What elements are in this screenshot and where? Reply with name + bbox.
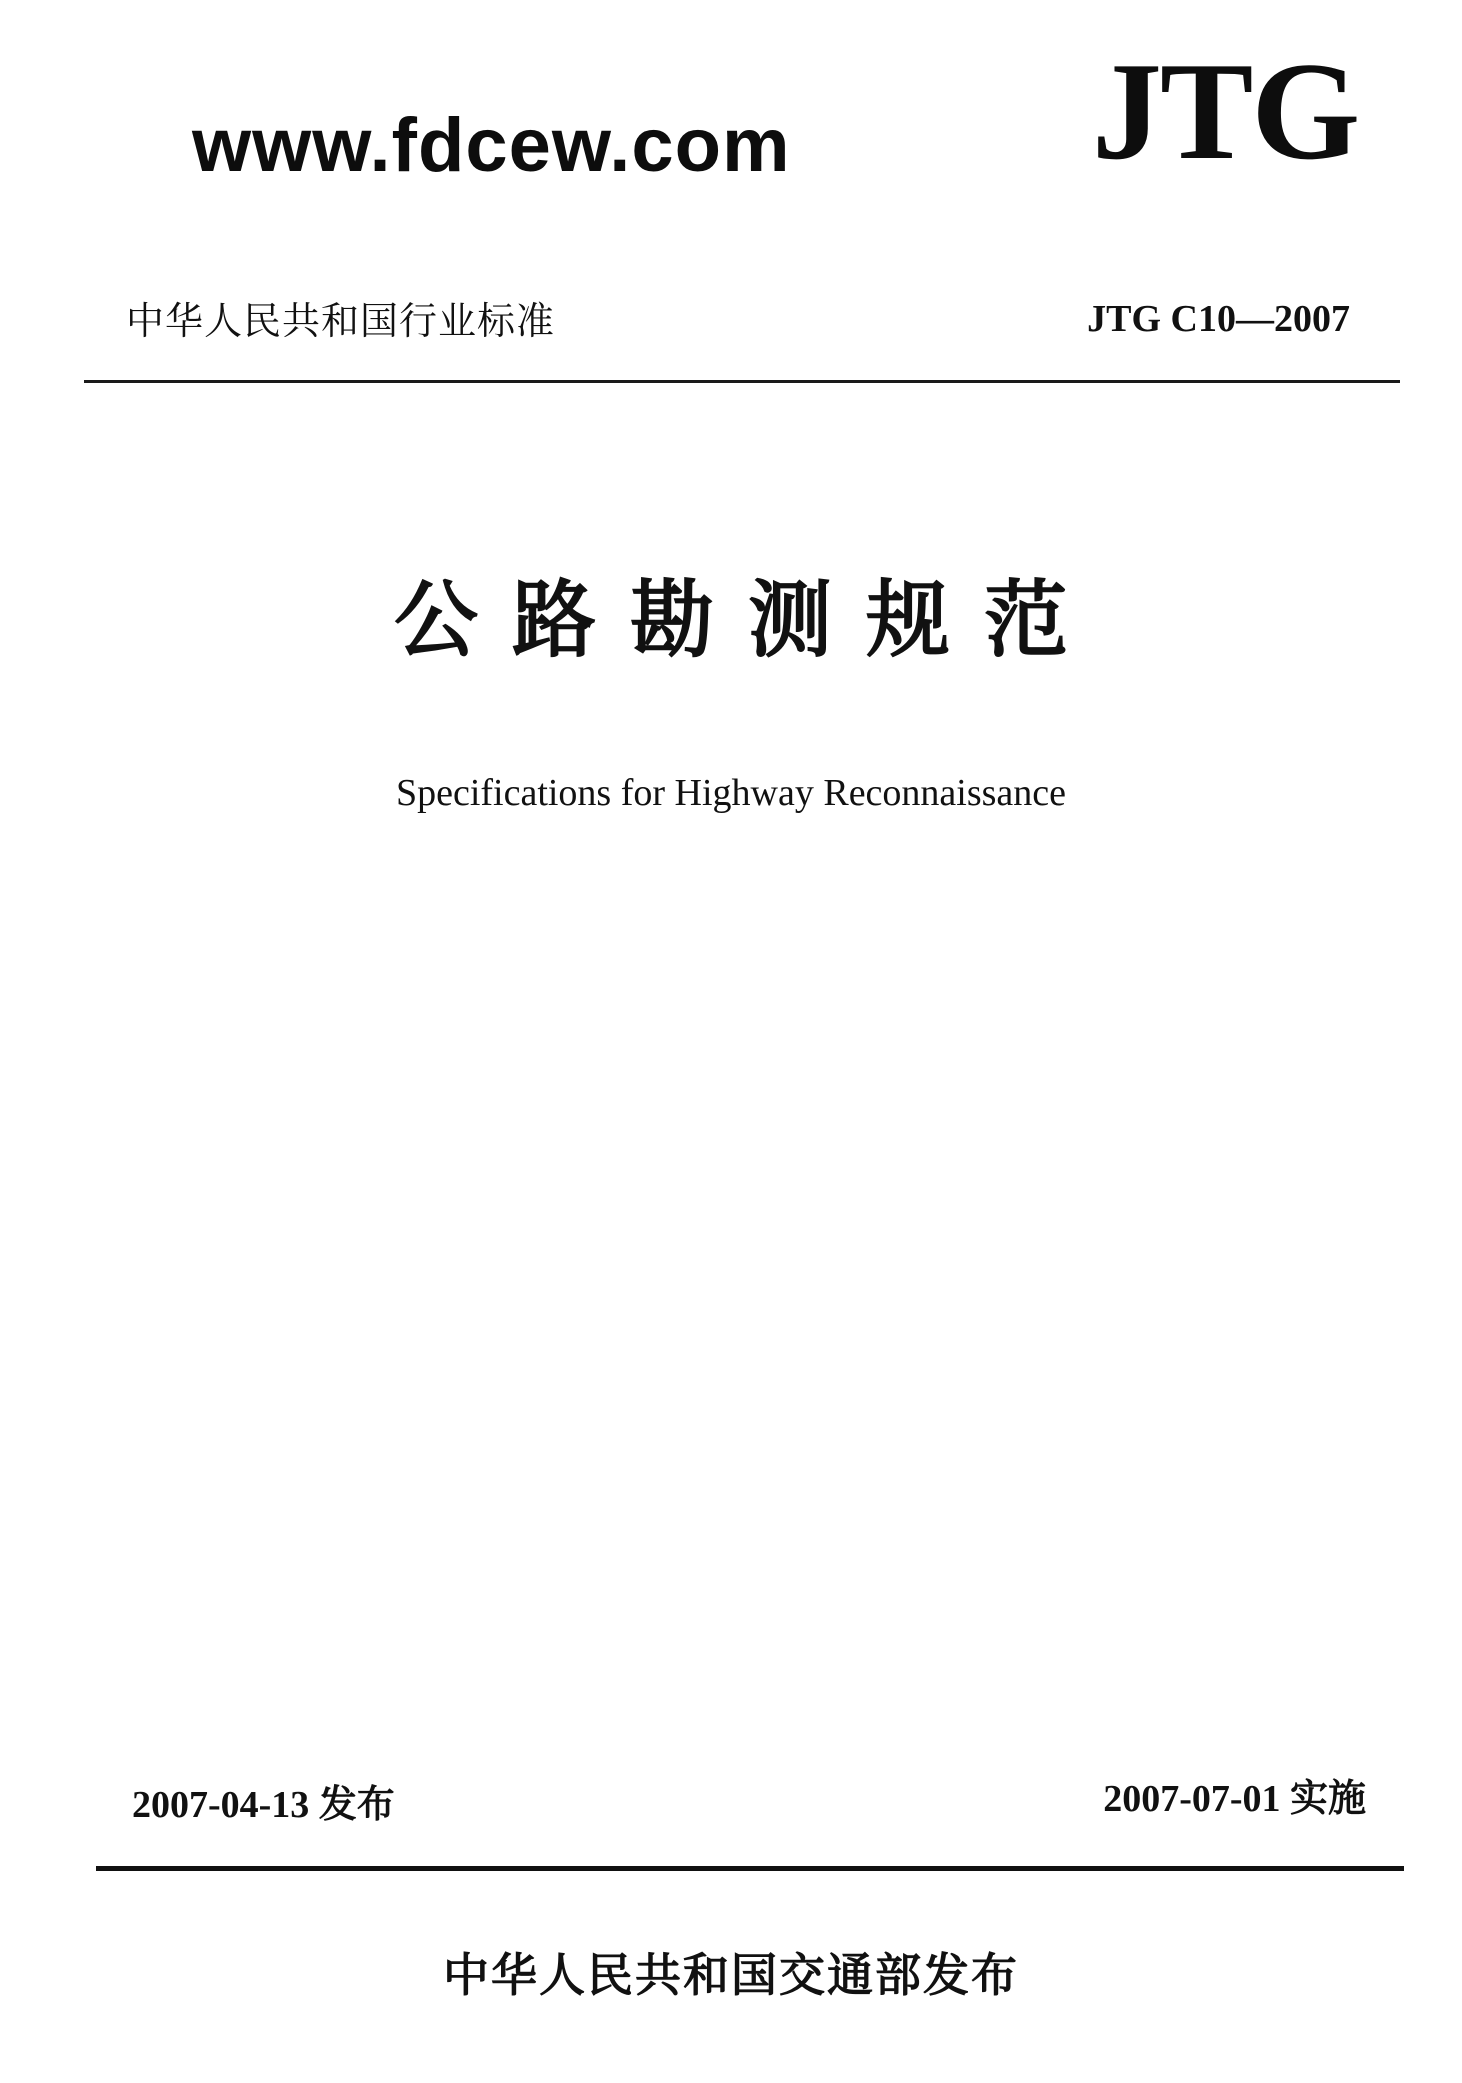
- document-title-chinese: 公路勘测规范: [393, 571, 1102, 669]
- top-divider: [84, 380, 1400, 383]
- series-logo: JTG: [1092, 34, 1359, 189]
- issue-date: 2007-04-13 发布: [132, 1784, 395, 1826]
- watermark-url: www.fdcew.com: [192, 103, 791, 188]
- document-title-english: Specifications for Highway Reconnaissance: [395, 772, 1067, 814]
- standard-code: JTG C10—2007: [1087, 298, 1350, 340]
- effective-date: 2007-07-01 实施: [1103, 1778, 1366, 1820]
- bottom-divider: [96, 1866, 1404, 1871]
- standard-category: 中华人民共和国行业标准: [126, 299, 556, 343]
- publisher: 中华人民共和国交通部发布: [443, 1948, 1019, 2002]
